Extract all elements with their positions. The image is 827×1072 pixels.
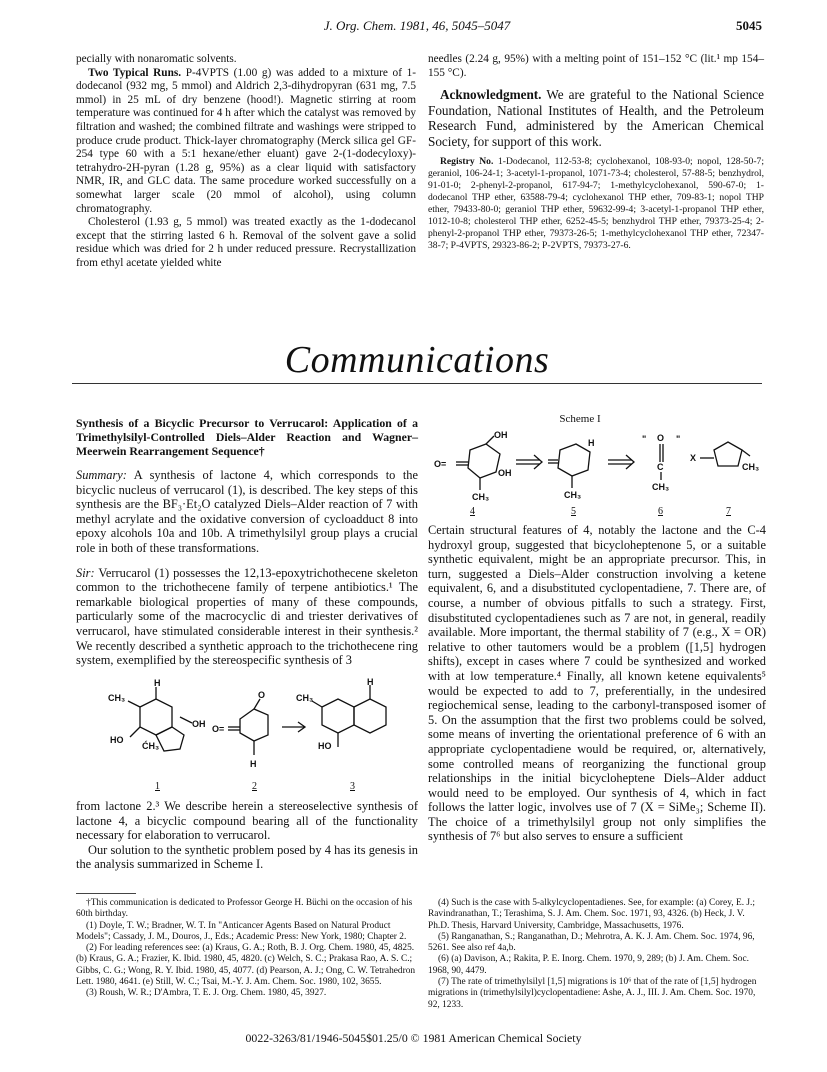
article-left-column [76,416,418,668]
summary-paragraph: Summary: A synthesis of lactone 4, which corresponds to the bicyclic nucleus of verrucarol (1), is described. The key steps of this synthesis are the BF₃·Et₂O catalyzed Diels–Alder reaction of 7 with methyl acrylate and the oxidative conversion of cycloadduct 8 into epoxy alcohols 10a and 10b. A trimethylsilyl group plays a crucial role in both of these transformations. [76,468,418,555]
summary-label: Summary: [76,468,127,482]
footnote: (5) Ranganathan, S.; Ranganathan, D.; Mehrotra, A. K. J. Am. Chem. Soc. 1974, 96, 5261. See also ref 4a,b. [428,931,755,954]
ho-atom: HO [318,741,332,751]
continued-text: pecially with nonaromatic solvents. [76,53,237,65]
continued-text: needles (2.24 g, 95%) with a melting point of 151–152 °C (lit.¹ mp 154–155 °C). [428,53,764,79]
o-atom: O [657,433,665,443]
compound-label: 5 [571,506,576,517]
ch3-atom: ĆH₃ [142,741,160,751]
footnote-rule [76,893,136,894]
acknowledgment-heading: Acknowledgment. [440,87,542,103]
oh-atom: OH [192,719,206,729]
quote-mark: " [676,434,681,444]
footnote: (6) (a) Davison, A.; Rakita, P. E. Inorg. Chem. 1970, 9, 289; (b) J. Am. Chem. Soc. 1968, 90, 4479. [428,954,749,976]
acknowledgment-paragraph: Acknowledgment. We are grateful to the National Science Foundation, National Institutes of Health, and the Petroleum Research Fund, administered by the American Chemical Society, for support of this work. [428,87,764,149]
compound-label: 3 [350,781,355,792]
registry-heading: Registry No. [440,155,494,167]
o-atom: O [258,690,266,700]
section-rule [72,383,762,384]
ch3-atom: CH₃ [742,462,760,472]
typical-runs-paragraph: Two Typical Runs. P-4VPTS (1.00 g) was added to a mixture of 1-dodecanol (932 mg, 5 mmol) and Aldrich 2,3-dihydropyran (631 mg, 7.5 mmol) in 25 mL of dry benzene (hood!). Magnetic stirring at room temperature was continued for 4 h after which the catalyst was removed by filtration and washed; the combined filtrate and washings were stripped to produce crude product. Thick-layer chromatography (Merck silica gel GF-254 type 60 with a 5:1 hexane/ether eluant) gave 2-(1-dodecyloxy)-tetrahydro-2H-pyran (1.28 g, 95%) as a clear liquid with satisfactory NMR, IR, and GLC data. The same procedure worked successfully on a somewhat larger scale (20 mmol of alcohol), using column chromatography. [76,66,416,215]
structures-1-2-3-figure [100,677,400,797]
sir-label: Sir: [76,565,95,580]
x-substituent: X [690,453,697,463]
registry-paragraph: Registry No. 1-Dodecanol, 112-53-8; cyclohexanol, 108-93-0; nopol, 128-50-7; geraniol, 106-24-1; 3-acetyl-1-propanol, 1071-73-4; cholesterol, 57-88-5; benzhydrol, 91-01-0; 2-phenyl-2-propanol, 617-94-7; 1-methylcyclohexanol, 590-67-0; 1-dodecanol THP ether, 63588-79-4; cyclohexanol THP ether, 709-83-1; nopol THP ether, 79433-80-0; geraniol THP ether, 59632-99-4; 3-acetyl-1-propanol THP ether, 1012-10-8; cholesterol THP ether, 6252-45-5; benzhydrol THP ether, 79373-25-4; 2-phenyl-2-propanol THP ether, 79373-26-5; 1-methylcyclohexanol THP ether, 72347-38-7; P-4VPTS, 29323-86-2; P-2VPTS, 79373-27-6. [428,155,765,251]
oh-atom: OH [494,430,508,440]
acknowledgment-column [428,53,764,252]
ho-atom: HO [110,735,124,745]
oh-atom: OH [498,468,512,478]
compound-label: 7 [726,506,731,517]
sir-paragraph: Sir: Verrucarol (1) possesses the 12,13-epoxytrichothecene skeleton common to the trichothecene family of terpene antibiotics.¹ The remarkable biological properties of many of these compounds, particularly some of the macrocyclic di and triester derivatives of verrucarol, have stimulated considerable interest in their synthesis.² We recently described a synthetic approach to the trichothecene ring system, exemplified by the stereospecific synthesis of 3 [76,565,418,668]
quote-mark: " [642,434,647,444]
carbonyl-o-atom: O= [434,459,447,469]
footnote: (1) Doyle, T. W.; Bradner, W. T. In "Anticancer Agents Based on Natural Product Models"; Cassady, J. M., Douros, J., Eds.; Academic Press: New York, 1980; Chapter 2. [76,920,407,942]
footnote: †This communication is dedicated to Professor George H. Büchi on the occasion of his 60th birthday. [76,898,413,920]
cholesterol-paragraph: Cholesterol (1.93 g, 5 mmol) was treated exactly as the 1-dodecanol except that the stirring lasted 6 h. Removal of the solvent gave a solid residue which was dried for 2 h under reduced pressure. Recrystallization from ethyl acetate yielded white [76,216,416,269]
carbonyl-o-atom: O= [212,724,225,734]
journal-citation: J. Org. Chem. 1981, 46, 5045–5047 [323,18,511,33]
footnotes-right [428,898,764,1011]
section-title: Communications [284,339,550,381]
ch3-atom: CH₃ [652,482,670,492]
article-title: Synthesis of a Bicyclic Precursor to Verrucarol: Application of a Trimethylsilyl-Controlled Diels–Alder Reaction and Wagner–Meerwein Rearrangement Sequence† [76,416,418,458]
h-atom: H [367,677,374,687]
copyright-footer: 0022-3263/81/1946-5045$01.25/0 © 1981 American Chemical Society [245,1031,582,1045]
footnote: (7) The rate of trimethylsilyl [1,5] migrations is 10⁶ that of the rate of [1,5] hydrogen migrations in (trimethylsilyl)cyclopentadiene: Ashe, A. J., III. J. Am. Chem. Soc. 1970, 92, 1233. [428,977,757,1010]
experimental-column [76,53,416,271]
h-atom: H [154,678,161,688]
c-atom: C [657,462,664,472]
ch3-atom: CH₃ [472,492,490,502]
ch3-atom: CH₃ [564,490,582,500]
run-in-heading: Two Typical Runs. [88,66,182,79]
scheme-1-figure [428,428,764,518]
footnote: (2) For leading references see: (a) Kraus, G. A.; Roth, B. J. Org. Chem. 1980, 45, 4825. (b) Kraus, G. A.; Frazier, K. Ibid. 1980, 45, 4820. (c) Welch, S. C.; Prakasa Rao, A. S. C.; Gibbs, C. G.; Wong, R. Y. Ibid. 1980, 45, 4077. (d) Pearson, A. J.; Ong, C. W. Tetrahedron Lett. 1980, 4641. (e) Still, W. C.; Tsai, M.-Y. J. Am. Chem. Soc. 1980, 102, 3655. [76,943,416,988]
ch3-atom: CH₃ [108,693,126,703]
solution-paragraph: Our solution to the synthetic problem posed by 4 has its genesis in the analysis summarized in Scheme I. [76,842,418,872]
article-right-column [428,523,766,844]
footnote: (4) Such is the case with 5-alkylcyclopentadienes. See, for example: (a) Corey, E. J.; Ravindranathan, T.; Terashima, S. J. Am. Chem. Soc. 1971, 93, 4326. (b) Heck, J. V. Ph.D. Thesis, Harvard University, Cambridge, Massachusetts, 1976. [428,898,755,931]
article-left-continued [76,799,418,872]
scheme-title: Scheme I [559,413,601,425]
right-paragraph: Certain structural features of 4, notably the lactone and the C-4 hydroxyl group, suggested that bicycloheptenone 5, or a suitable synthetic equivalent, might be an appropriate precursor. This, in turn, suggested a Diels–Alder construction involving a ketene equivalent, 6, and a disubstituted cyclopentadiene, 7. There are, of course, a number of obvious pitfalls to such a strategy. First, disubstituted cyclopentadienes such as 7 are not, in general, readily available. More important, the thermal stability of 7 (e.g., X = OR) relative to other tautomers would be a problem ([1,5] hydrogen shifts), except in cases where 7 could be synthesized and worked with at low temperature.⁴ Finally, all known ketene equivalents⁵ would be expected to add to 7, preferentially, in the undesired regiochemical sense, leading to the carbonyl-transposed isomer of 5. On the assumption that the first two problems could be solved, some means of inverting the orientational preference of 6 with an appropriate cyclopentadiene would be required, or, alternatively, some controlled means of reorganizing the functional group relationships in the initial bicycloheptene Diels–Alder adduct would need to be employed. Our synthesis of 4, which in fact follows the latter logic, involves use of 7 (X = SiMe₃; Scheme II). The choice of a trimethylsilyl group not only simplifies the synthesis of 7⁶ but also serves to ensure a sufficient [428,523,766,844]
compound-label: 6 [658,506,663,517]
ch3-atom: CH₃ [296,693,314,703]
h-atom: H [588,438,595,448]
after-figure-paragraph: from lactone 2.³ We describe herein a stereoselective synthesis of lactone 4, a bicyclic compound bearing all of the functionality necessary for elaboration to verrucarol. [76,799,418,843]
running-header [72,18,762,36]
footnote: (3) Roush, W. R.; D'Ambra, T. E. J. Org. Chem. 1980, 45, 3927. [86,988,327,999]
compound-label: 2 [252,781,257,792]
footnotes-left [76,898,416,1000]
h-atom: H [250,759,257,769]
compound-label: 4 [470,506,475,517]
page-number: 5045 [736,18,762,33]
compound-label: 1 [155,781,160,792]
